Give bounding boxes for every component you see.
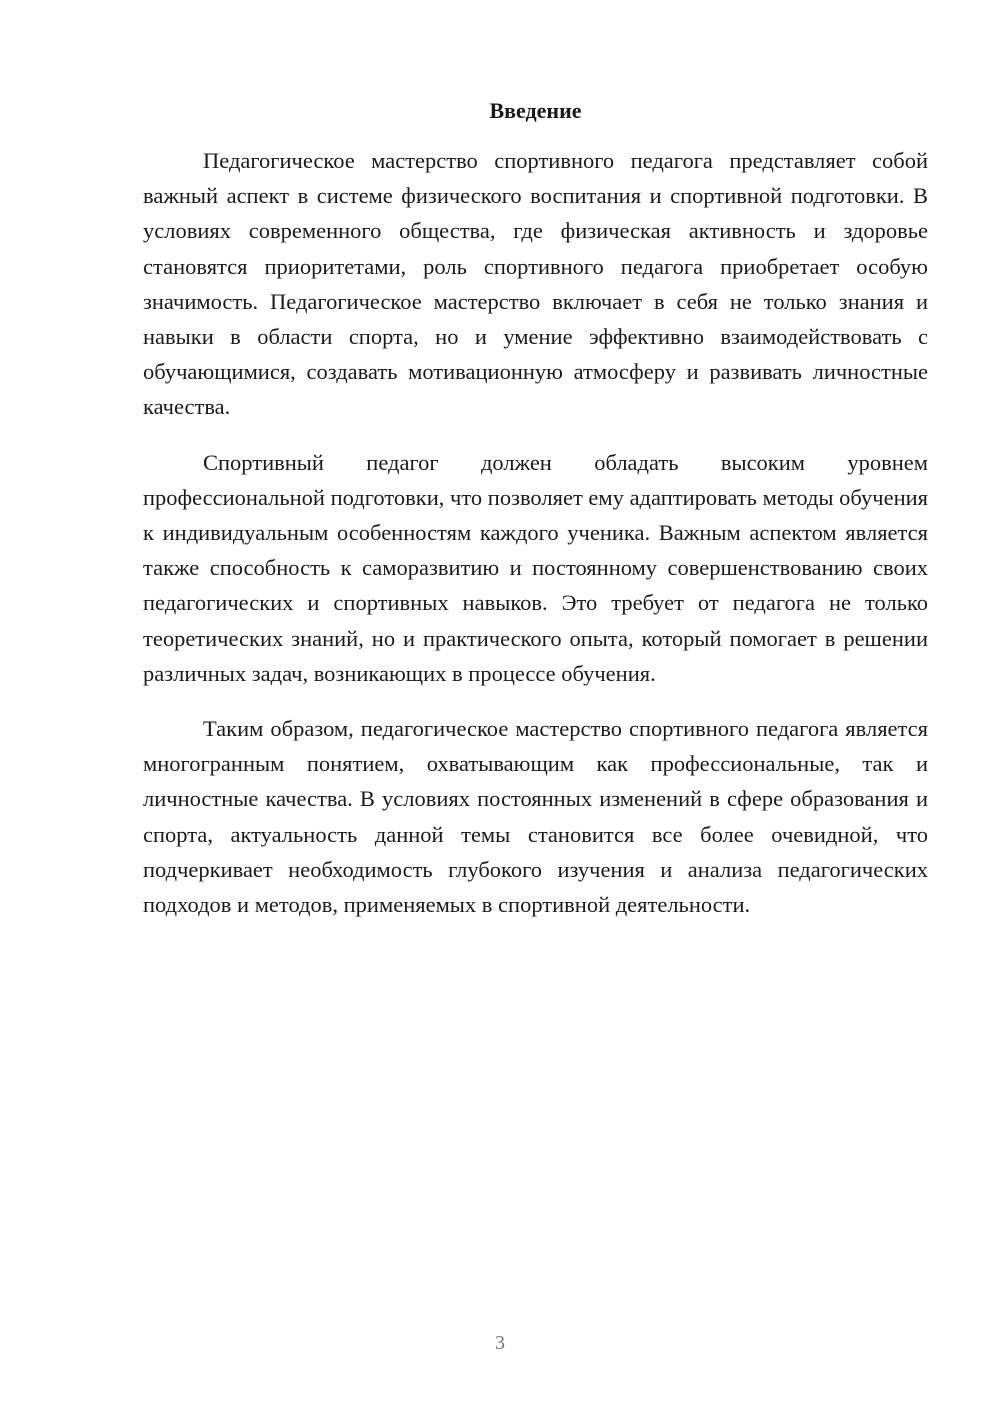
body-text [143,143,928,942]
paragraph-3: Таким образом, педагогическое мастерство спортивного педагога является многогранным понятием, охватывающим как профессиональные, так и личностные качества. В условиях постоянных изменений в сфере образования и спорта, актуальность данной темы становится все более очевидной, что подчеркивает необходимость глубокого изучения и анализа педагогических подходов и методов, применяемых в спортивной деятельности. [143,716,928,918]
page-number: 3 [495,1332,505,1354]
section-heading: Введение [489,98,582,123]
paragraph-1: Педагогическое мастерство спортивного педагога представляет собой важный аспект в системе физического воспитания и спортивной подготовки. В условиях современного общества, где физическая активность и здоровье становятся приоритетами, роль спортивного педагога приобретает особую значимость. Педагогическое мастерство включает в себя не только знания и навыки в области спорта, но и умение эффективно взаимодействовать с обучающимися, создавать мотивационную атмосферу и развивать личностные качества. [143,148,928,420]
paragraph-2: Спортивный педагог должен обладать высоким уровнем профессиональной подготовки, что позволяет ему адаптировать методы обучения к индивидуальным особенностям каждого ученика. Важным аспектом является также способность к саморазвитию и постоянному совершенствованию своих педагогических и спортивных навыков. Это требует от педагога не только теоретических знаний, но и практического опыта, который помогает в решении различных задач, возникающих в процессе обучения. [143,449,928,686]
